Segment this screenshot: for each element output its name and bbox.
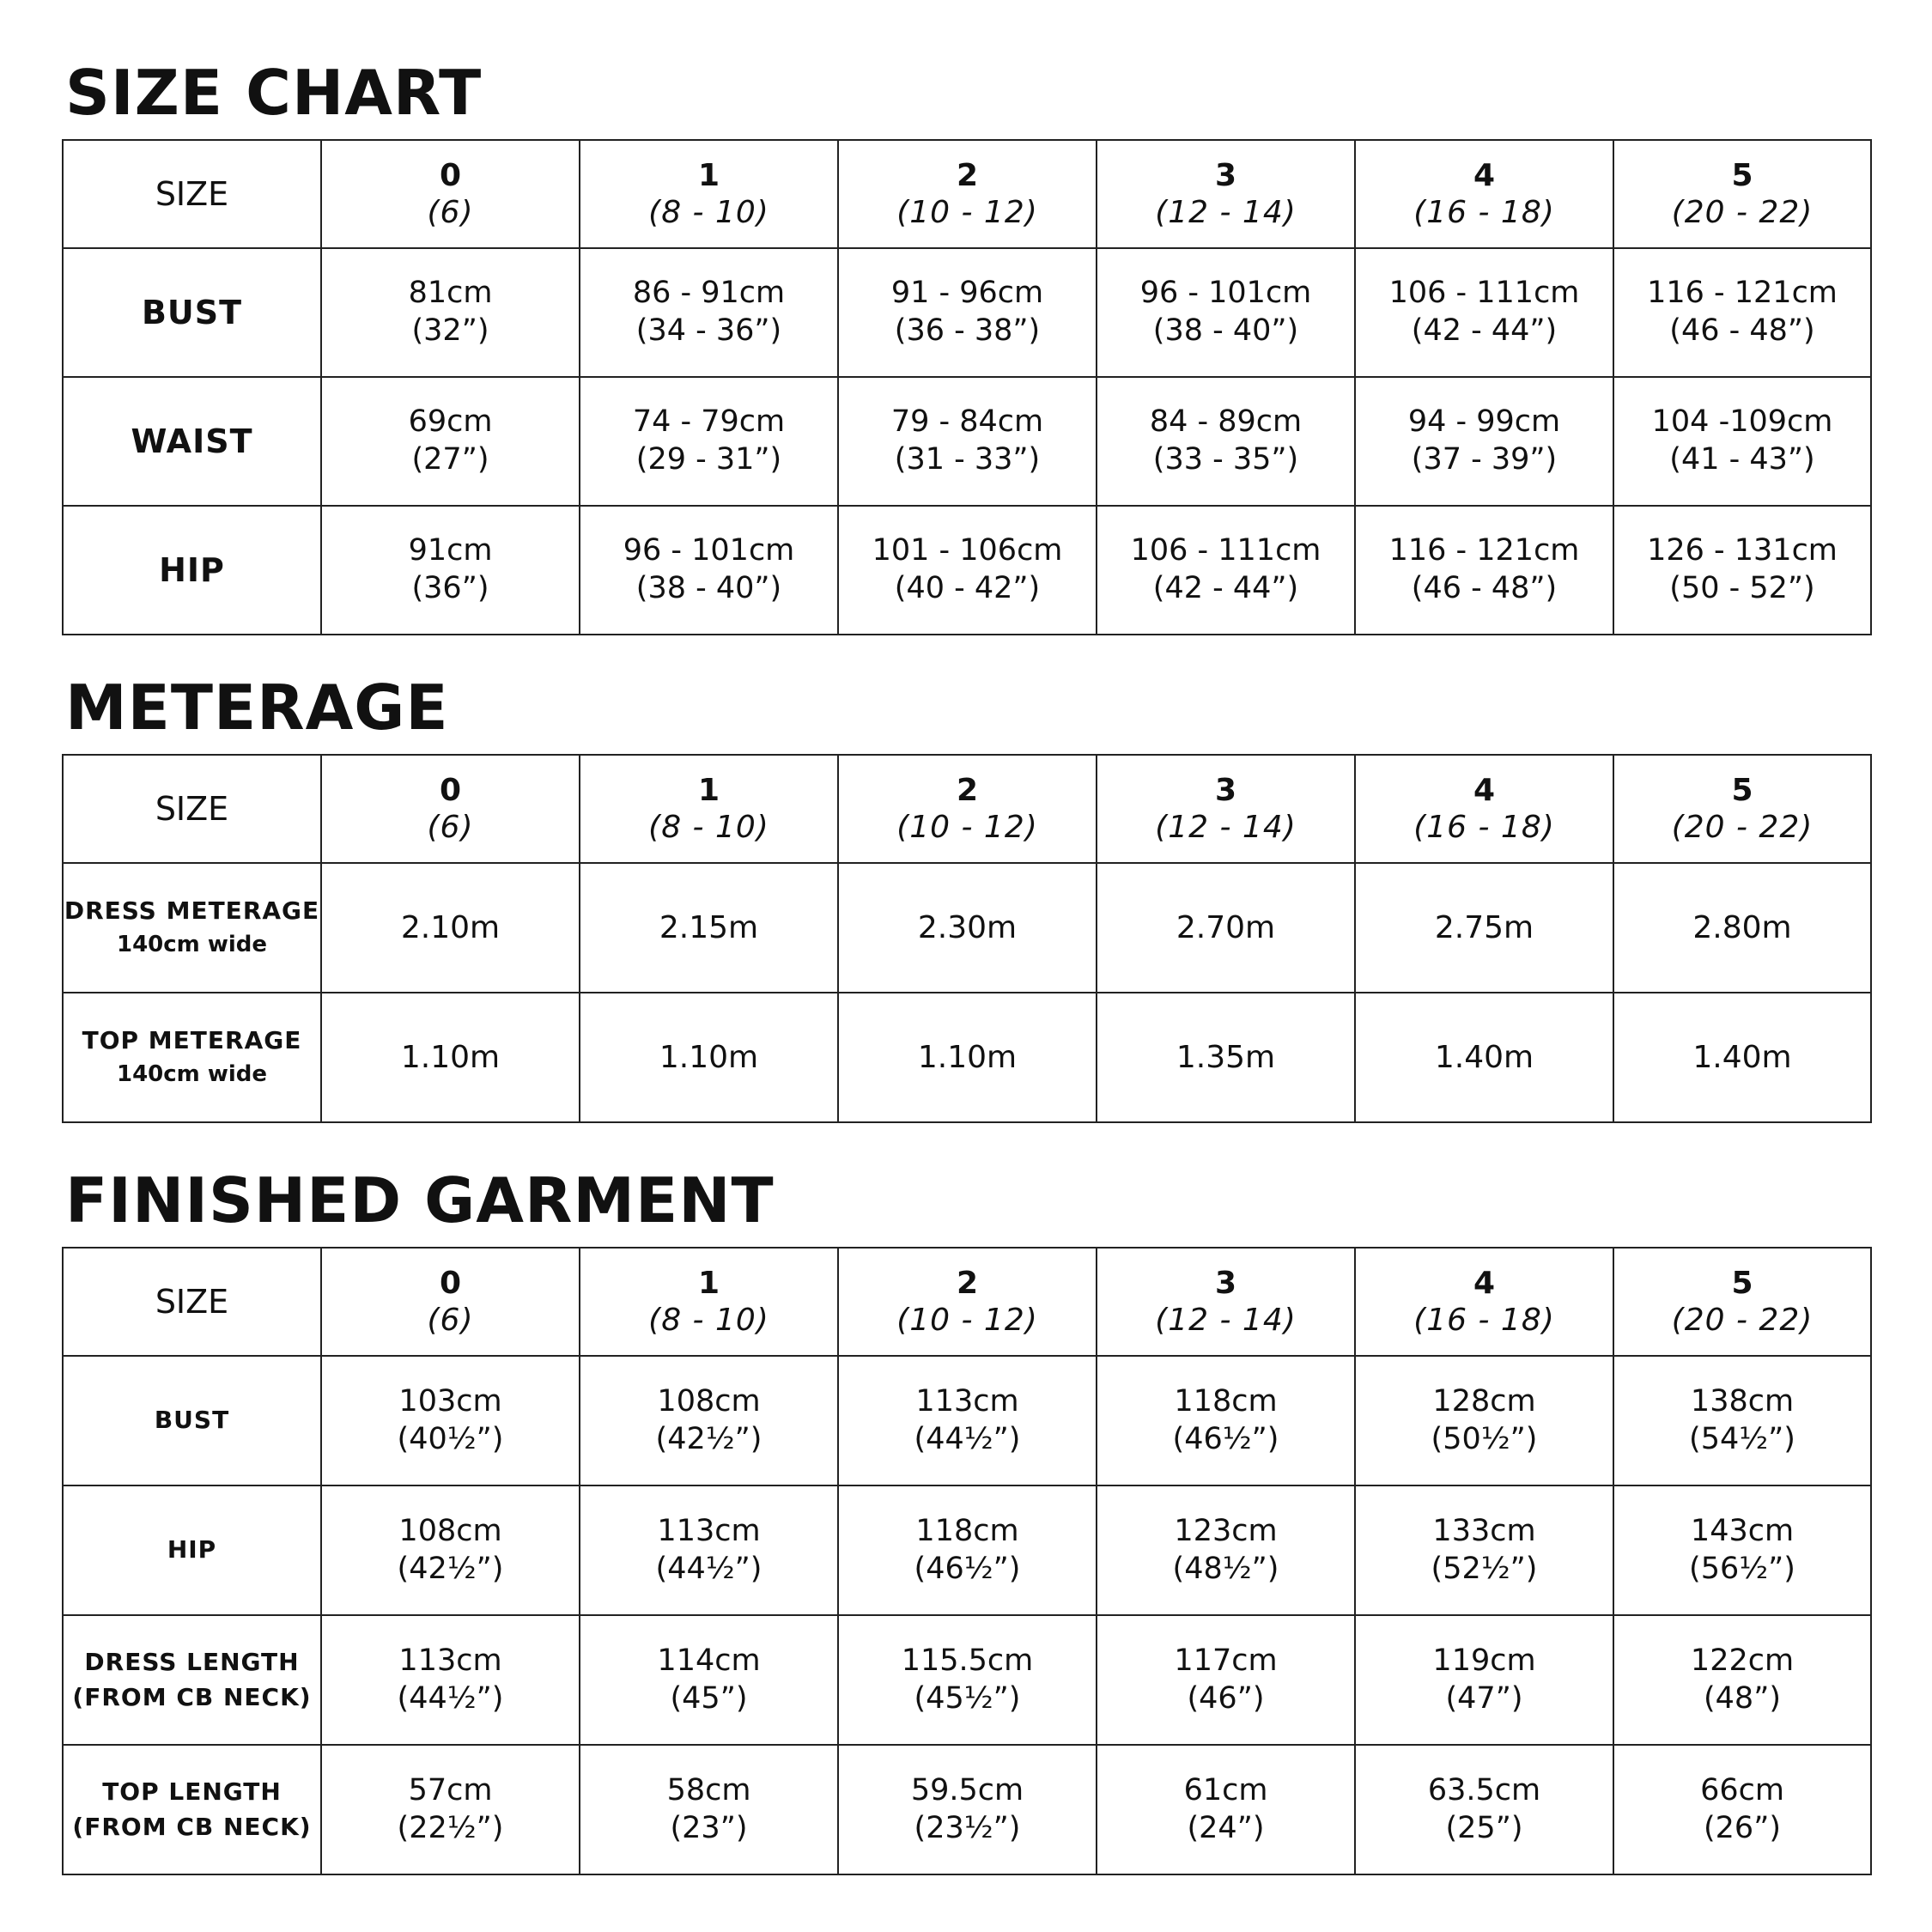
inch-value: (38 - 40”) <box>1152 313 1299 348</box>
table-row <box>63 377 1871 506</box>
inch-value: (37 - 39”) <box>1411 442 1558 477</box>
size-range: (6) <box>427 1303 474 1338</box>
row-label-hip: HIP <box>63 506 321 635</box>
value-cell <box>1097 377 1355 506</box>
value-cell <box>1355 506 1613 635</box>
size-range: (20 - 22) <box>1671 1303 1814 1338</box>
cm-value: 84 - 89cm <box>1149 404 1303 440</box>
value-cell <box>1613 1745 1871 1874</box>
size-range: (10 - 12) <box>896 1303 1038 1338</box>
size-range: (12 - 14) <box>1155 195 1297 230</box>
table-row <box>63 506 1871 635</box>
cm-value: 115.5cm <box>901 1643 1034 1678</box>
inch-value: (44½”) <box>914 1421 1021 1456</box>
value-cell <box>580 1745 838 1874</box>
meterage-table <box>62 754 1872 1123</box>
size-header-1 <box>580 755 838 863</box>
cm-value: 81cm <box>408 276 493 311</box>
size-header-label: SIZE <box>63 755 321 863</box>
value-cell <box>321 377 580 506</box>
row-label-waist: WAIST <box>63 377 321 506</box>
inch-value: (40 - 42”) <box>894 571 1041 605</box>
value-cell: 1.10m <box>321 993 580 1122</box>
inch-value: (29 - 31”) <box>635 442 782 477</box>
value-cell <box>838 1745 1097 1874</box>
cm-value: 58cm <box>666 1772 751 1807</box>
value-cell <box>838 1485 1097 1615</box>
value-cell: 1.40m <box>1355 993 1613 1122</box>
inch-value: (31 - 33”) <box>894 442 1041 477</box>
size-number: 3 <box>1214 1265 1237 1301</box>
value-cell <box>1355 377 1613 506</box>
size-header-label: SIZE <box>63 140 321 248</box>
value-cell: 2.10m <box>321 863 580 993</box>
cm-value: 103cm <box>398 1383 502 1419</box>
size-range: (10 - 12) <box>896 810 1038 845</box>
cm-value: 138cm <box>1690 1383 1795 1419</box>
size-number: 4 <box>1473 157 1496 193</box>
value-cell <box>321 1615 580 1745</box>
size-number: 5 <box>1731 1265 1753 1301</box>
inch-value: (34 - 36”) <box>635 313 782 348</box>
cm-value: 69cm <box>408 404 493 440</box>
value-cell <box>1613 1485 1871 1615</box>
size-range: (8 - 10) <box>648 810 769 845</box>
inch-value: (46½”) <box>914 1551 1021 1586</box>
inch-value: (38 - 40”) <box>635 571 782 605</box>
size-header-3 <box>1097 755 1355 863</box>
value-cell <box>1355 1745 1613 1874</box>
inch-value: (23”) <box>670 1810 748 1845</box>
value-cell <box>1613 1356 1871 1485</box>
row-label: DRESS METERAGE <box>64 896 320 926</box>
cm-value: 118cm <box>915 1513 1019 1548</box>
cm-value: 59.5cm <box>910 1772 1024 1807</box>
inch-value: (47”) <box>1445 1680 1523 1716</box>
size-range: (20 - 22) <box>1671 810 1814 845</box>
cm-value: 79 - 84cm <box>890 404 1044 440</box>
value-cell <box>580 377 838 506</box>
finished-garment-title: FINISHED GARMENT <box>65 1164 775 1236</box>
cm-value: 94 - 99cm <box>1407 404 1561 440</box>
value-cell <box>580 1485 838 1615</box>
meterage-header-row <box>63 755 1871 863</box>
inch-value: (42½”) <box>397 1551 504 1586</box>
inch-value: (54½”) <box>1689 1421 1795 1456</box>
cm-value: 61cm <box>1183 1772 1268 1807</box>
cm-value: 108cm <box>657 1383 761 1419</box>
cm-value: 66cm <box>1700 1772 1784 1807</box>
value-cell <box>838 1356 1097 1485</box>
value-cell <box>321 248 580 377</box>
size-header-2 <box>838 1248 1097 1356</box>
size-number: 2 <box>956 1265 979 1301</box>
inch-value: (42 - 44”) <box>1411 313 1558 348</box>
size-header-1 <box>580 140 838 248</box>
inch-value: (25”) <box>1445 1810 1523 1845</box>
table-row <box>63 1745 1871 1874</box>
value-cell <box>580 248 838 377</box>
inch-value: (48½”) <box>1172 1551 1279 1586</box>
row-label-hip <box>63 1485 321 1615</box>
size-header-1 <box>580 1248 838 1356</box>
table-row <box>63 1615 1871 1745</box>
cm-value: 143cm <box>1690 1513 1795 1548</box>
cm-value: 113cm <box>657 1513 761 1548</box>
size-header-5 <box>1613 1248 1871 1356</box>
size-header-5 <box>1613 140 1871 248</box>
size-header-3 <box>1097 140 1355 248</box>
size-header-0 <box>321 140 580 248</box>
size-header-4 <box>1355 1248 1613 1356</box>
size-number: 5 <box>1731 157 1753 193</box>
size-range: (16 - 18) <box>1413 1303 1555 1338</box>
inch-value: (46 - 48”) <box>1411 571 1558 605</box>
value-cell <box>838 248 1097 377</box>
value-cell <box>1097 1745 1355 1874</box>
value-cell <box>1613 377 1871 506</box>
size-header-4 <box>1355 755 1613 863</box>
value-cell: 2.75m <box>1355 863 1613 993</box>
row-label-top-length <box>63 1745 321 1874</box>
size-range: (16 - 18) <box>1413 810 1555 845</box>
row-sublabel: (FROM CB NECK) <box>72 1812 312 1841</box>
size-header-0 <box>321 1248 580 1356</box>
cm-value: 57cm <box>408 1772 493 1807</box>
inch-value: (42½”) <box>655 1421 762 1456</box>
size-header-0 <box>321 755 580 863</box>
size-range: (12 - 14) <box>1155 810 1297 845</box>
value-cell: 2.70m <box>1097 863 1355 993</box>
inch-value: (46”) <box>1187 1680 1265 1716</box>
inch-value: (45”) <box>670 1680 748 1716</box>
inch-value: (44½”) <box>655 1551 762 1586</box>
cm-value: 91cm <box>408 533 493 568</box>
size-number: 0 <box>439 772 462 808</box>
cm-value: 96 - 101cm <box>1139 276 1312 311</box>
cm-value: 106 - 111cm <box>1130 533 1321 568</box>
inch-value: (33 - 35”) <box>1152 442 1299 477</box>
value-cell <box>838 1615 1097 1745</box>
size-range: (10 - 12) <box>896 195 1038 230</box>
row-label-bust <box>63 1356 321 1485</box>
row-label: BUST <box>154 1406 230 1435</box>
size-number: 3 <box>1214 157 1237 193</box>
cm-value: 118cm <box>1174 1383 1278 1419</box>
cm-value: 108cm <box>398 1513 502 1548</box>
finished-garment-header-row <box>63 1248 1871 1356</box>
inch-value: (41 - 43”) <box>1669 442 1815 477</box>
meterage-title: METERAGE <box>65 671 449 744</box>
inch-value: (26”) <box>1704 1810 1781 1845</box>
cm-value: 122cm <box>1690 1643 1795 1678</box>
size-number: 1 <box>697 1265 720 1301</box>
inch-value: (23½”) <box>914 1810 1021 1845</box>
value-cell <box>1097 1485 1355 1615</box>
size-range: (6) <box>427 810 474 845</box>
size-range: (16 - 18) <box>1413 195 1555 230</box>
value-cell <box>1613 248 1871 377</box>
cm-value: 113cm <box>398 1643 502 1678</box>
cm-value: 91 - 96cm <box>890 276 1044 311</box>
value-cell <box>1097 248 1355 377</box>
size-chart-table <box>62 139 1872 635</box>
value-cell <box>1355 1356 1613 1485</box>
value-cell <box>1097 1615 1355 1745</box>
cm-value: 96 - 101cm <box>623 533 795 568</box>
row-sublabel: (FROM CB NECK) <box>72 1682 312 1711</box>
row-label: HIP <box>167 1535 217 1564</box>
inch-value: (27”) <box>411 442 489 477</box>
cm-value: 126 - 131cm <box>1647 533 1838 568</box>
value-cell <box>1355 1485 1613 1615</box>
value-cell: 1.40m <box>1613 993 1871 1122</box>
inch-value: (52½”) <box>1431 1551 1538 1586</box>
table-row <box>63 1485 1871 1615</box>
row-label-bust: BUST <box>63 248 321 377</box>
size-number: 1 <box>697 772 720 808</box>
cm-value: 86 - 91cm <box>632 276 786 311</box>
size-number: 1 <box>697 157 720 193</box>
row-sublabel: 140cm wide <box>116 931 267 957</box>
value-cell <box>321 506 580 635</box>
row-label-dress-meterage <box>63 863 321 993</box>
cm-value: 119cm <box>1432 1643 1536 1678</box>
size-number: 5 <box>1731 772 1753 808</box>
size-range: (6) <box>427 195 474 230</box>
value-cell <box>321 1356 580 1485</box>
size-number: 2 <box>956 157 979 193</box>
size-header-2 <box>838 140 1097 248</box>
size-number: 0 <box>439 157 462 193</box>
table-row <box>63 863 1871 993</box>
inch-value: (45½”) <box>914 1680 1021 1716</box>
cm-value: 114cm <box>657 1643 761 1678</box>
size-header-label: SIZE <box>63 1248 321 1356</box>
value-cell: 1.35m <box>1097 993 1355 1122</box>
row-label-dress-length <box>63 1615 321 1745</box>
size-number: 4 <box>1473 772 1496 808</box>
size-number: 3 <box>1214 772 1237 808</box>
value-cell: 1.10m <box>838 993 1097 1122</box>
size-header-2 <box>838 755 1097 863</box>
cm-value: 106 - 111cm <box>1388 276 1580 311</box>
cm-value: 133cm <box>1432 1513 1536 1548</box>
size-range: (8 - 10) <box>648 195 769 230</box>
value-cell <box>580 1356 838 1485</box>
value-cell <box>838 506 1097 635</box>
cm-value: 128cm <box>1432 1383 1536 1419</box>
cm-value: 113cm <box>915 1383 1019 1419</box>
value-cell <box>1613 506 1871 635</box>
size-range: (8 - 10) <box>648 1303 769 1338</box>
value-cell: 2.80m <box>1613 863 1871 993</box>
size-range: (12 - 14) <box>1155 1303 1297 1338</box>
value-cell <box>580 506 838 635</box>
size-number: 0 <box>439 1265 462 1301</box>
inch-value: (56½”) <box>1689 1551 1795 1586</box>
inch-value: (46 - 48”) <box>1669 313 1815 348</box>
value-cell <box>1613 1615 1871 1745</box>
inch-value: (32”) <box>411 313 489 348</box>
value-cell: 2.30m <box>838 863 1097 993</box>
cm-value: 117cm <box>1174 1643 1278 1678</box>
inch-value: (46½”) <box>1172 1421 1279 1456</box>
value-cell <box>1097 506 1355 635</box>
value-cell <box>321 1485 580 1615</box>
inch-value: (42 - 44”) <box>1152 571 1299 605</box>
size-chart-title: SIZE CHART <box>65 57 483 129</box>
cm-value: 101 - 106cm <box>872 533 1063 568</box>
value-cell <box>321 1745 580 1874</box>
inch-value: (40½”) <box>397 1421 504 1456</box>
cm-value: 116 - 121cm <box>1647 276 1838 311</box>
cm-value: 63.5cm <box>1427 1772 1541 1807</box>
size-header-4 <box>1355 140 1613 248</box>
inch-value: (36”) <box>411 571 489 605</box>
table-row <box>63 1356 1871 1485</box>
cm-value: 104 -109cm <box>1651 404 1833 440</box>
size-range: (20 - 22) <box>1671 195 1814 230</box>
inch-value: (22½”) <box>397 1810 504 1845</box>
row-label: TOP METERAGE <box>82 1026 302 1055</box>
size-number: 4 <box>1473 1265 1496 1301</box>
size-header-3 <box>1097 1248 1355 1356</box>
inch-value: (50 - 52”) <box>1669 571 1815 605</box>
cm-value: 116 - 121cm <box>1388 533 1580 568</box>
size-number: 2 <box>956 772 979 808</box>
row-label-top-meterage <box>63 993 321 1122</box>
size-chart-header-row <box>63 140 1871 248</box>
inch-value: (44½”) <box>397 1680 504 1716</box>
value-cell <box>1355 248 1613 377</box>
inch-value: (50½”) <box>1431 1421 1538 1456</box>
value-cell: 1.10m <box>580 993 838 1122</box>
finished-garment-table <box>62 1247 1872 1875</box>
value-cell <box>1355 1615 1613 1745</box>
value-cell: 2.15m <box>580 863 838 993</box>
row-label: TOP LENGTH <box>102 1777 282 1806</box>
table-row <box>63 248 1871 377</box>
inch-value: (24”) <box>1187 1810 1265 1845</box>
row-label: DRESS LENGTH <box>84 1647 300 1676</box>
row-sublabel: 140cm wide <box>116 1060 267 1087</box>
size-header-5 <box>1613 755 1871 863</box>
inch-value: (36 - 38”) <box>894 313 1041 348</box>
cm-value: 74 - 79cm <box>632 404 786 440</box>
cm-value: 123cm <box>1174 1513 1278 1548</box>
value-cell <box>1097 1356 1355 1485</box>
value-cell <box>580 1615 838 1745</box>
table-row <box>63 993 1871 1122</box>
inch-value: (48”) <box>1704 1680 1781 1716</box>
value-cell <box>838 377 1097 506</box>
